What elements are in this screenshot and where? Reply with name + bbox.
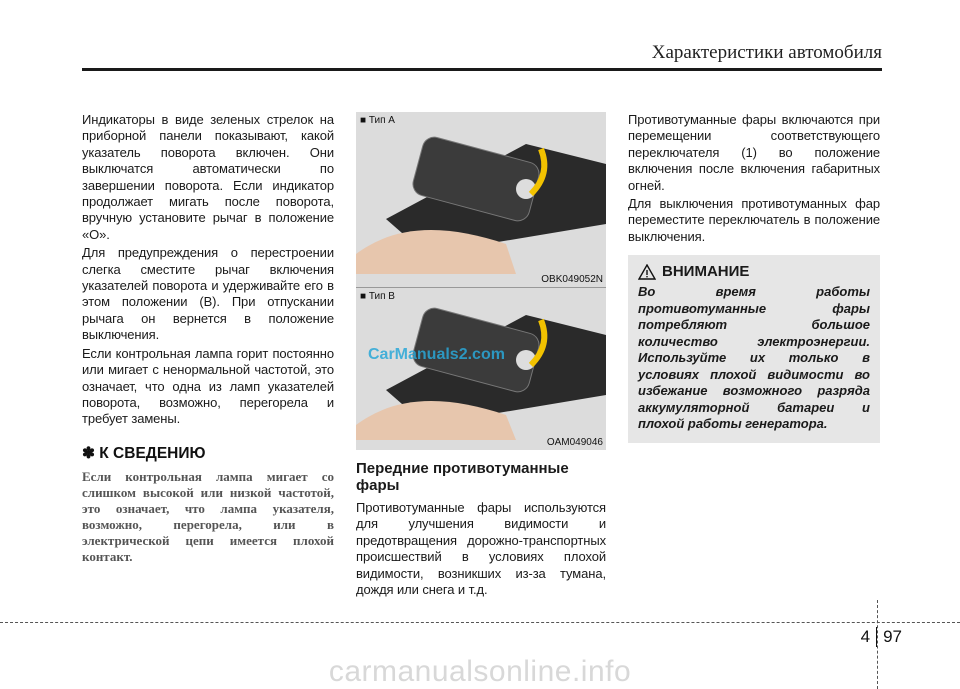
paragraph: Противотуманные фары включаются при перемещении соответствующего переключателя (1) во положение включения после включения габаритных огней. (628, 112, 880, 193)
paragraph: Для предупреждения о перестроении слегка сместите рычаг включения указателей поворота и удерживайте его в этом положении (B). При отпускании рычага он вернется в положение выключения. (82, 245, 334, 343)
header-title: Характеристики автомобиля (651, 42, 882, 63)
figure-type-a (356, 112, 606, 287)
footer-rule (0, 622, 960, 623)
lever-illustration (356, 300, 606, 440)
paragraph: Противотуманные фары используются для улучшения видимости и предотвращения дорожно-транспортных происшествий в условиях плохой видимости, возникших из-за тумана, дождя или снега и т.д. (356, 500, 606, 598)
watermark-bottom: carmanualsonline.info (328, 655, 632, 688)
paragraph: Индикаторы в виде зеленых стрелок на приборной панели показывают, какой указатель поворота включен. Они выключатся автоматически по завершении поворота. Если индикатор продолжает мигать после поворота, вручную установите рычаг в положение «O». (82, 112, 334, 242)
figure-label: ■ Тип A (360, 115, 395, 126)
column-right (628, 112, 880, 443)
note-title: ✽ К СВЕДЕНИЮ (82, 444, 206, 462)
note-body: Если контрольная лампа мигает со слишком высокой или низкой частотой, это означает, что лампа указателя, возможно, перегорела, или в электрической цепи имеется плохой контакт. (82, 468, 334, 564)
caution-text: Во время работы противотуманные фары потребляют большое количество электроэнергии. Используйте их только в условиях плохой видимости во избежание возможного разряда аккумуляторной батареи и плохой работы генератора. (638, 284, 870, 432)
page-number-separator (876, 627, 877, 647)
page-number-value: 97 (883, 627, 902, 646)
lever-illustration (356, 124, 606, 274)
page-number (861, 627, 902, 647)
caution-title: ВНИМАНИЕ (662, 263, 750, 281)
figure-type-b (356, 288, 606, 450)
section-number: 4 (860, 627, 871, 646)
figure-code: OAM049046 (546, 437, 603, 448)
caution-box (628, 255, 880, 443)
header-rule (82, 68, 882, 71)
watermark-top: CarManuals2.com (368, 346, 505, 363)
figure-code: OBK049052N (541, 274, 603, 285)
section-subheading: Передние противотуманные фары (356, 460, 569, 494)
column-left (82, 112, 334, 565)
figure-label: ■ Тип B (360, 291, 395, 302)
caution-heading (638, 263, 870, 280)
paragraph: Если контрольная лампа горит постоянно или мигает с ненормальной частотой, это означает, что одна из ламп указателей поворота, возможно, перегорела и требует замены. (82, 345, 334, 427)
warning-icon (638, 264, 656, 280)
paragraph: Для выключения противотуманных фар переместите переключатель в положение выключения. (628, 196, 880, 244)
